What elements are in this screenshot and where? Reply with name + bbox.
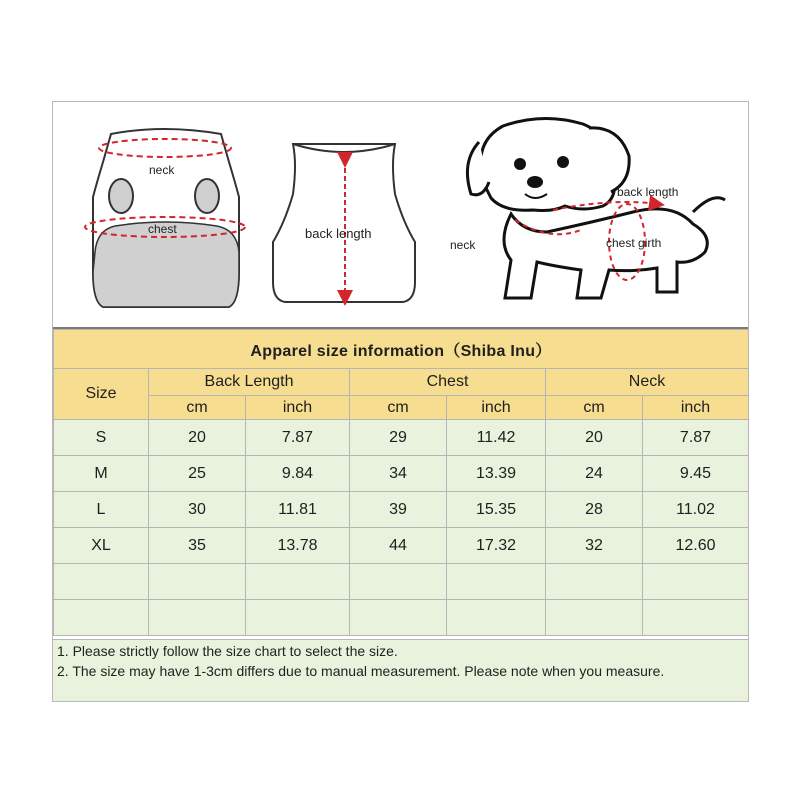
note-line: 2. The size may have 1-3cm differs due to manual measurement. Please note when you measure. [57, 663, 665, 679]
unit-header: inch [246, 396, 350, 420]
neck-header: Neck [546, 369, 749, 396]
table-cell [447, 600, 546, 636]
note-line: 1. Please strictly follow the size chart to select the size. [57, 643, 398, 659]
table-cell: 13.39 [447, 456, 546, 492]
table-cell: 25 [149, 456, 246, 492]
size-table [53, 329, 749, 636]
table-cell: 35 [149, 528, 246, 564]
table-cell [447, 564, 546, 600]
size-cell: L [54, 492, 149, 528]
size-cell [54, 600, 149, 636]
table-title: Apparel size information（Shiba Inu） [54, 330, 749, 369]
size-notes [53, 639, 748, 701]
table-cell [350, 564, 447, 600]
table-cell: 11.02 [643, 492, 749, 528]
table-cell: 39 [350, 492, 447, 528]
table-row [54, 564, 749, 600]
garment-front-drawing [85, 129, 245, 307]
table-cell: 20 [546, 420, 643, 456]
unit-header: inch [643, 396, 749, 420]
table-cell [350, 600, 447, 636]
table-cell [246, 564, 350, 600]
table-cell: 12.60 [643, 528, 749, 564]
table-cell: 11.42 [447, 420, 546, 456]
table-cell: 13.78 [246, 528, 350, 564]
table-cell [546, 564, 643, 600]
table-cell: 30 [149, 492, 246, 528]
table-cell: 44 [350, 528, 447, 564]
table-cell: 9.45 [643, 456, 749, 492]
table-cell [546, 600, 643, 636]
table-unit-header-row [54, 396, 749, 420]
dog-drawing [467, 118, 725, 298]
table-row [54, 420, 749, 456]
table-cell: 20 [149, 420, 246, 456]
table-cell: 7.87 [643, 420, 749, 456]
garment-neck-label: neck [149, 163, 175, 177]
table-cell: 11.81 [246, 492, 350, 528]
table-cell: 17.32 [447, 528, 546, 564]
unit-header: cm [546, 396, 643, 420]
table-cell: 24 [546, 456, 643, 492]
dog-chest-girth-label: chest girth [606, 236, 662, 250]
table-cell [643, 564, 749, 600]
table-cell: 32 [546, 528, 643, 564]
unit-header: inch [447, 396, 546, 420]
table-row [54, 528, 749, 564]
table-row [54, 492, 749, 528]
unit-header: cm [149, 396, 246, 420]
size-cell [54, 564, 149, 600]
garment-chest-label: chest [148, 222, 177, 236]
measurement-diagram [53, 102, 748, 327]
table-title-row [54, 330, 749, 369]
table-cell [149, 600, 246, 636]
table-cell [643, 600, 749, 636]
size-cell: M [54, 456, 149, 492]
garment-back-length-label: back length [305, 226, 372, 241]
dog-back-length-label: back length [617, 185, 679, 199]
size-header: Size [54, 369, 149, 420]
table-cell: 28 [546, 492, 643, 528]
table-cell: 34 [350, 456, 447, 492]
table-cell: 9.84 [246, 456, 350, 492]
table-cell [246, 600, 350, 636]
table-cell: 29 [350, 420, 447, 456]
table-row [54, 456, 749, 492]
chest-header: Chest [350, 369, 546, 396]
table-group-header-row [54, 369, 749, 396]
table-cell: 15.35 [447, 492, 546, 528]
unit-header: cm [350, 396, 447, 420]
size-cell: S [54, 420, 149, 456]
measurement-illustration [53, 102, 748, 327]
table-cell [149, 564, 246, 600]
table-row [54, 600, 749, 636]
size-cell: XL [54, 528, 149, 564]
garment-back-drawing [273, 144, 415, 302]
dog-neck-label: neck [450, 238, 476, 252]
table-cell: 7.87 [246, 420, 350, 456]
back-length-header: Back Length [149, 369, 350, 396]
